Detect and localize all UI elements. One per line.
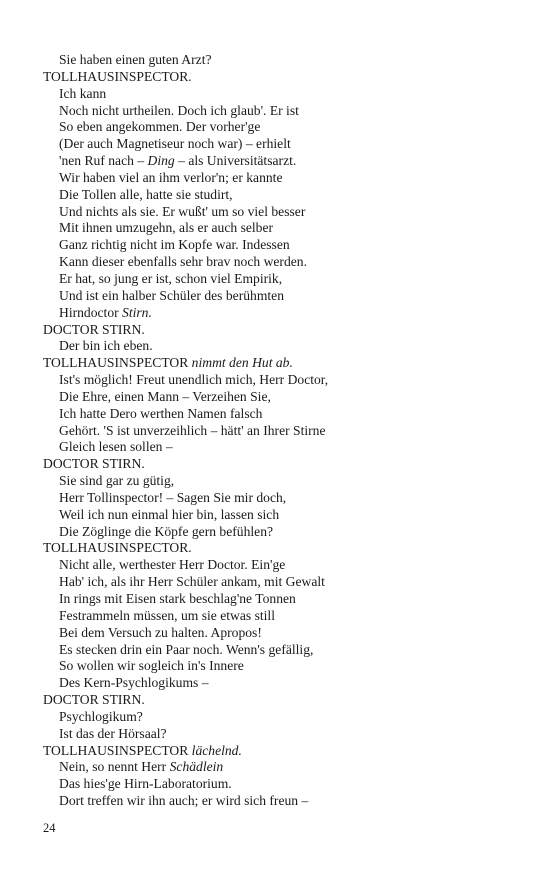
verse-line [43,574,513,591]
line-text: Und nichts als sie. Er wußt' um so viel besser [59,203,306,219]
verse-line [43,136,513,153]
verse-line [43,271,513,288]
verse-line [43,52,513,69]
verse-line [43,187,513,204]
line-text: Und ist ein halber Schüler des berühmten [59,287,284,303]
verse-line [43,490,513,507]
verse-line [43,170,513,187]
italic-text: nimmt den Hut ab. [191,355,293,371]
line-text: Kann dieser ebenfalls sehr brav noch werden. [59,254,307,270]
line-text: Sie sind gar zu gütig, [59,473,175,489]
verse-line [43,776,513,793]
verse-line [43,423,513,440]
line-text: Ich hatte Dero werthen Namen falsch [59,405,263,421]
verse-line [43,675,513,692]
italic-text: Ding [147,153,175,169]
line-text: Die Ehre, einen Mann – Verzeihen Sie, [59,388,271,404]
verse-line [43,473,513,490]
line-text: DOCTOR STIRN. [43,692,145,708]
italic-text: lächelnd. [191,742,242,758]
speaker-line [43,355,513,372]
line-text: Ist's möglich! Freut unendlich mich, Herr Doctor, [59,372,329,388]
italic-text: Schädlein [169,759,224,775]
line-text: Das hies'ge Hirn-Laboratorium. [59,776,232,792]
verse-line [43,119,513,136]
line-text: Er hat, so jung er ist, schon viel Empirik, [59,270,283,286]
verse-line [43,608,513,625]
line-text: TOLLHAUSINSPECTOR [43,355,192,371]
verse-line [43,557,513,574]
line-text: Mit ihnen umzugehn, als er auch selber [59,220,274,236]
line-text: Ist das der Hörsaal? [59,725,167,741]
verse-line [43,288,513,305]
line-text: So eben angekommen. Der vorher'ge [59,119,261,135]
verse-line [43,642,513,659]
line-text: Dort treffen wir ihn auch; er wird sich freun – [59,793,309,809]
verse-line [43,153,513,170]
speaker-line [43,322,513,339]
verse-line [43,726,513,743]
verse-line [43,709,513,726]
verse-line [43,625,513,642]
verse-line [43,591,513,608]
line-text: Die Zöglinge die Köpfe gern befühlen? [59,523,274,539]
page-number: 24 [43,821,56,835]
line-text: DOCTOR STIRN. [43,456,145,472]
line-text: In rings mit Eisen stark beschlag'ne Tonnen [59,591,296,606]
line-text: Ich kann [59,85,107,101]
verse-line [43,439,513,456]
speaker-line [43,456,513,473]
verse-line [43,103,513,120]
verse-line [43,305,513,322]
verse-line [43,759,513,776]
line-text: (Der auch Magnetiseur noch war) – erhielt [59,136,291,152]
line-text: Der bin ich eben. [59,338,153,354]
italic-text: Stirn. [122,304,152,320]
line-text: Gleich lesen sollen – [59,439,173,455]
line-text: Nein, so nennt Herr [59,759,170,775]
verse-line [43,86,513,103]
line-text: Des Kern-Psychlogikums – [59,675,209,691]
line-text: Noch nicht urtheilen. Doch ich glaub'. Er ist [59,102,299,118]
line-text: Ganz richtig nicht im Kopfe war. Indessen [59,237,290,253]
line-text: Wir haben viel an ihm verlor'n; er kannte [59,169,283,185]
verse-line [43,507,513,524]
line-text: TOLLHAUSINSPECTOR [43,742,192,758]
line-text: Herr Tollinspector! – Sagen Sie mir doch, [59,489,287,505]
line-text: Sie haben einen guten Arzt? [59,52,212,67]
line-text: Nicht alle, werthester Herr Doctor. Ein'ge [59,557,286,573]
line-text: Hab' ich, als ihr Herr Schüler ankam, mit Gewalt [59,574,325,590]
line-text: Gehört. 'S ist unverzeihlich – hätt' an Ihrer Stirne [59,422,326,438]
verse-line [43,254,513,271]
speaker-line [43,540,513,557]
speaker-line [43,69,513,86]
speaker-line [43,743,513,760]
verse-line [43,406,513,423]
verse-line [43,524,513,541]
verse-line [43,793,513,810]
speaker-line [43,692,513,709]
line-text: So wollen wir sogleich in's Innere [59,658,244,674]
verse-line [43,338,513,355]
verse-line [43,237,513,254]
line-text: 'nen Ruf nach – [59,153,148,169]
verse-line [43,658,513,675]
line-text: TOLLHAUSINSPECTOR. [43,68,192,84]
play-text [43,52,513,810]
verse-line [43,220,513,237]
verse-line [43,372,513,389]
line-text: Es stecken drin ein Paar noch. Wenn's gefällig, [59,641,314,657]
line-text: Hirndoctor [59,304,123,320]
line-text: TOLLHAUSINSPECTOR. [43,540,192,556]
verse-line [43,204,513,221]
verse-line [43,389,513,406]
line-text: Festrammeln müssen, um sie etwas still [59,607,275,623]
line-text: Weil ich nun einmal hier bin, lassen sich [59,506,280,522]
line-text: Bei dem Versuch zu halten. Apropos! [59,624,262,640]
line-text: – als Universitätsarzt. [174,153,297,169]
line-text: DOCTOR STIRN. [43,321,145,337]
line-text: Psychlogikum? [59,708,143,724]
line-text: Die Tollen alle, hatte sie studirt, [59,186,233,202]
